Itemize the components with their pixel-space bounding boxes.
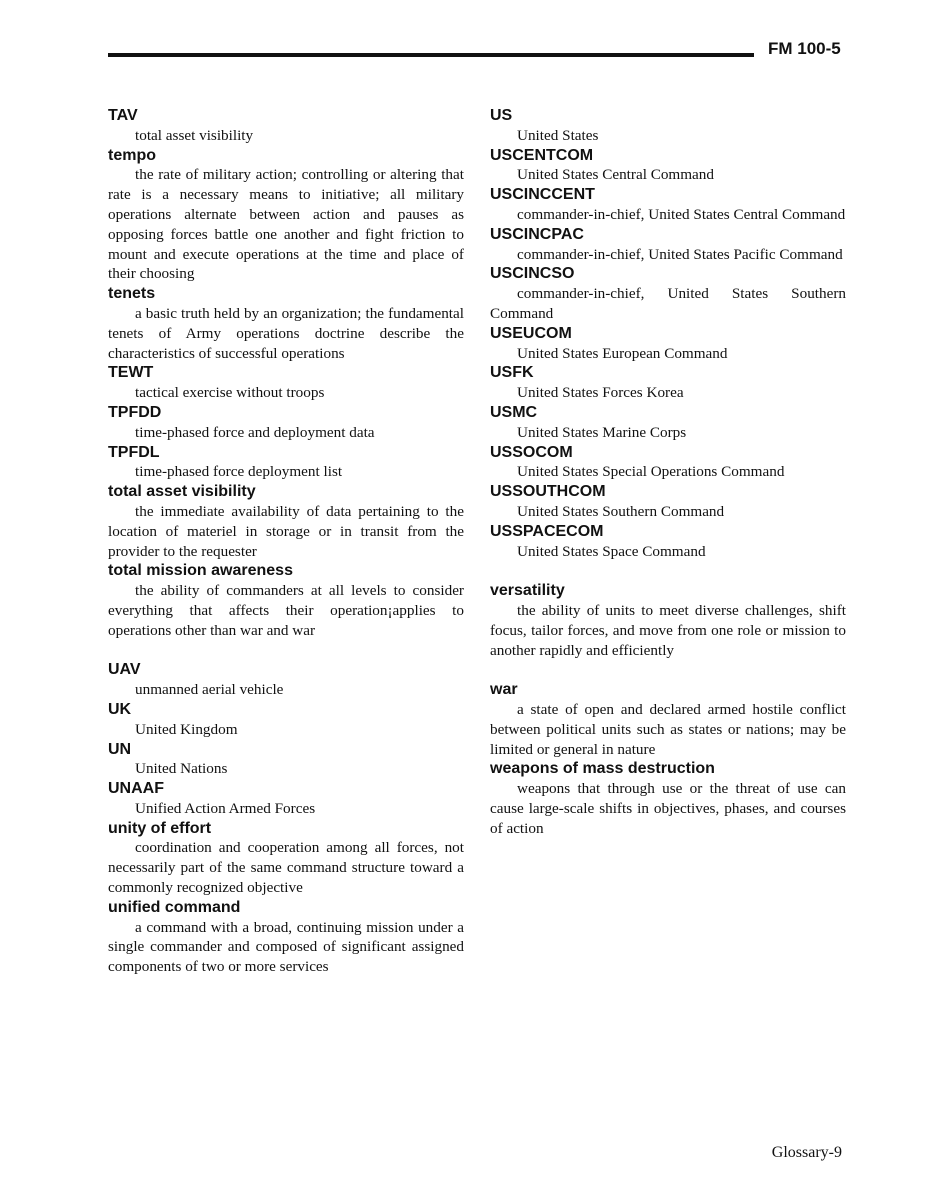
glossary-definition: total asset visibility bbox=[135, 126, 254, 144]
glossary-definition: commander-in-chief, United States Central Command bbox=[517, 205, 846, 223]
glossary-entry-total-asset-visibility bbox=[108, 482, 464, 561]
glossary-term: weapons of mass destruction bbox=[490, 760, 715, 778]
glossary-term: USSOCOM bbox=[490, 443, 573, 461]
glossary-entry-uscinccent bbox=[490, 185, 846, 225]
glossary-term: USSPACECOM bbox=[490, 522, 604, 540]
glossary-entry-usmc bbox=[490, 403, 846, 443]
glossary-entry-total-mission-awareness bbox=[108, 561, 464, 640]
glossary-entry-uk bbox=[108, 700, 464, 740]
glossary-term: versatility bbox=[490, 582, 565, 600]
glossary-term: TPFDL bbox=[108, 443, 160, 461]
glossary-entry-us bbox=[490, 106, 846, 146]
glossary-entry-unity-of-effort bbox=[108, 819, 464, 898]
glossary-entry-tpfdl bbox=[108, 443, 464, 483]
glossary-term: UN bbox=[108, 740, 132, 758]
glossary-entry-uscentcom bbox=[490, 146, 846, 186]
glossary-definition: United States Special Operations Command bbox=[517, 463, 785, 481]
glossary-term: tenets bbox=[108, 285, 156, 303]
glossary-entry-versatility bbox=[490, 581, 846, 660]
glossary-term: USSOUTHCOM bbox=[490, 483, 606, 501]
glossary-entry-unified-command bbox=[108, 898, 464, 977]
glossary-term: US bbox=[490, 107, 513, 124]
glossary-definition: United States Space Command bbox=[517, 542, 706, 560]
glossary-definition: United States Forces Korea bbox=[517, 384, 684, 402]
glossary-definition: a basic truth held by an organization; the fundamental tenets of Army operations doctrine describe the characteristics of successful operations bbox=[108, 304, 464, 362]
glossary-term: USFK bbox=[490, 364, 534, 382]
header-rule bbox=[108, 53, 754, 57]
glossary-definition: United Kingdom bbox=[135, 720, 238, 738]
glossary-definition: time-phased force and deployment data bbox=[135, 423, 375, 441]
glossary-column-right bbox=[490, 106, 846, 838]
glossary-definition: unmanned aerial vehicle bbox=[135, 681, 284, 699]
glossary-entry-tpfdd bbox=[108, 403, 464, 443]
document-id: FM 100-5 bbox=[768, 39, 841, 58]
glossary-term: unified command bbox=[108, 898, 241, 916]
glossary-definition: the rate of military action; controlling or altering that rate is a necessary means to initiative; all military operations alternate between action and pauses as opposing forces battle one another and fight friction to mount and execute operations at the time and place of their choosing bbox=[108, 166, 464, 283]
glossary-entry-tewt bbox=[108, 363, 464, 403]
glossary-term: USCINCCENT bbox=[490, 186, 595, 204]
glossary-term: USMC bbox=[490, 403, 538, 421]
glossary-entry-ussocom bbox=[490, 443, 846, 483]
glossary-entry-uscincpac bbox=[490, 225, 846, 265]
glossary-term: unity of effort bbox=[108, 819, 212, 837]
glossary-definition: United States Marine Corps bbox=[517, 423, 687, 441]
glossary-entry-uav bbox=[108, 660, 464, 700]
glossary-term: USCENTCOM bbox=[490, 146, 594, 164]
glossary-entry-tenets bbox=[108, 284, 464, 363]
glossary-definition: United States Central Command bbox=[517, 166, 714, 184]
glossary-term: USCINCPAC bbox=[490, 225, 584, 243]
glossary-term: UNAAF bbox=[108, 780, 164, 798]
glossary-term: USEUCOM bbox=[490, 324, 572, 342]
glossary-definition: United States bbox=[517, 126, 599, 144]
glossary-term: UK bbox=[108, 700, 132, 718]
page-number: Glossary-9 bbox=[771, 1144, 842, 1161]
glossary-entry-weapons-of-mass-destruction bbox=[490, 759, 846, 838]
glossary-entry-usspacecom bbox=[490, 522, 846, 562]
glossary-entry-un bbox=[108, 740, 464, 780]
glossary-definition: time-phased force deployment list bbox=[135, 463, 343, 481]
glossary-definition: United States European Command bbox=[517, 344, 728, 362]
glossary-definition: the ability of units to meet diverse challenges, shift focus, tailor forces, and move from one role or mission to another rapidly and efficiently bbox=[490, 601, 846, 659]
glossary-entry-uscincso bbox=[490, 264, 846, 323]
glossary-term: tempo bbox=[108, 146, 156, 164]
glossary-term: TPFDD bbox=[108, 403, 162, 421]
glossary-entry-useucom bbox=[490, 324, 846, 364]
glossary-entry-war bbox=[490, 680, 846, 759]
glossary-term: UAV bbox=[108, 661, 141, 679]
glossary-definition: a state of open and declared armed hostile conflict between political units such as states or nations; may be limited or general in nature bbox=[490, 700, 846, 758]
glossary-definition: weapons that through use or the threat of use can cause large-scale shifts in objectives, phases, and courses of action bbox=[490, 780, 846, 837]
glossary-entry-tempo bbox=[108, 146, 464, 285]
glossary-definition: tactical exercise without troops bbox=[135, 384, 325, 402]
glossary-entry-unaaf bbox=[108, 779, 464, 819]
glossary-term: war bbox=[490, 681, 518, 699]
glossary-column-left bbox=[108, 106, 464, 977]
glossary-entry-usfk bbox=[490, 363, 846, 403]
glossary-definition: Unified Action Armed Forces bbox=[135, 799, 316, 817]
glossary-entry-ussouthcom bbox=[490, 482, 846, 522]
glossary-definition: the ability of commanders at all levels to consider everything that affects their operation¡applies to operations other than war and war bbox=[108, 582, 464, 639]
glossary-definition: a command with a broad, continuing mission under a single commander and composed of significant assigned components of two or more services bbox=[108, 918, 464, 976]
glossary-term: total asset visibility bbox=[108, 483, 256, 501]
glossary-definition: the immediate availability of data pertaining to the location of materiel in storage or in transit from the provider to the requester bbox=[108, 502, 464, 560]
glossary-definition: United States Southern Command bbox=[517, 502, 725, 520]
glossary-term: TAV bbox=[108, 107, 138, 124]
glossary-definition: coordination and cooperation among all forces, not necessarily part of the same command structure toward a commonly recognized objective bbox=[108, 839, 464, 897]
glossary-entry-tav bbox=[108, 106, 464, 146]
glossary-term: USCINCSO bbox=[490, 265, 575, 283]
glossary-definition: commander-in-chief, United States Southern Command bbox=[490, 285, 846, 322]
glossary-definition: United Nations bbox=[135, 760, 228, 778]
glossary-term: total mission awareness bbox=[108, 562, 293, 580]
glossary-definition: commander-in-chief, United States Pacific Command bbox=[517, 245, 843, 263]
glossary-term: TEWT bbox=[108, 364, 154, 382]
